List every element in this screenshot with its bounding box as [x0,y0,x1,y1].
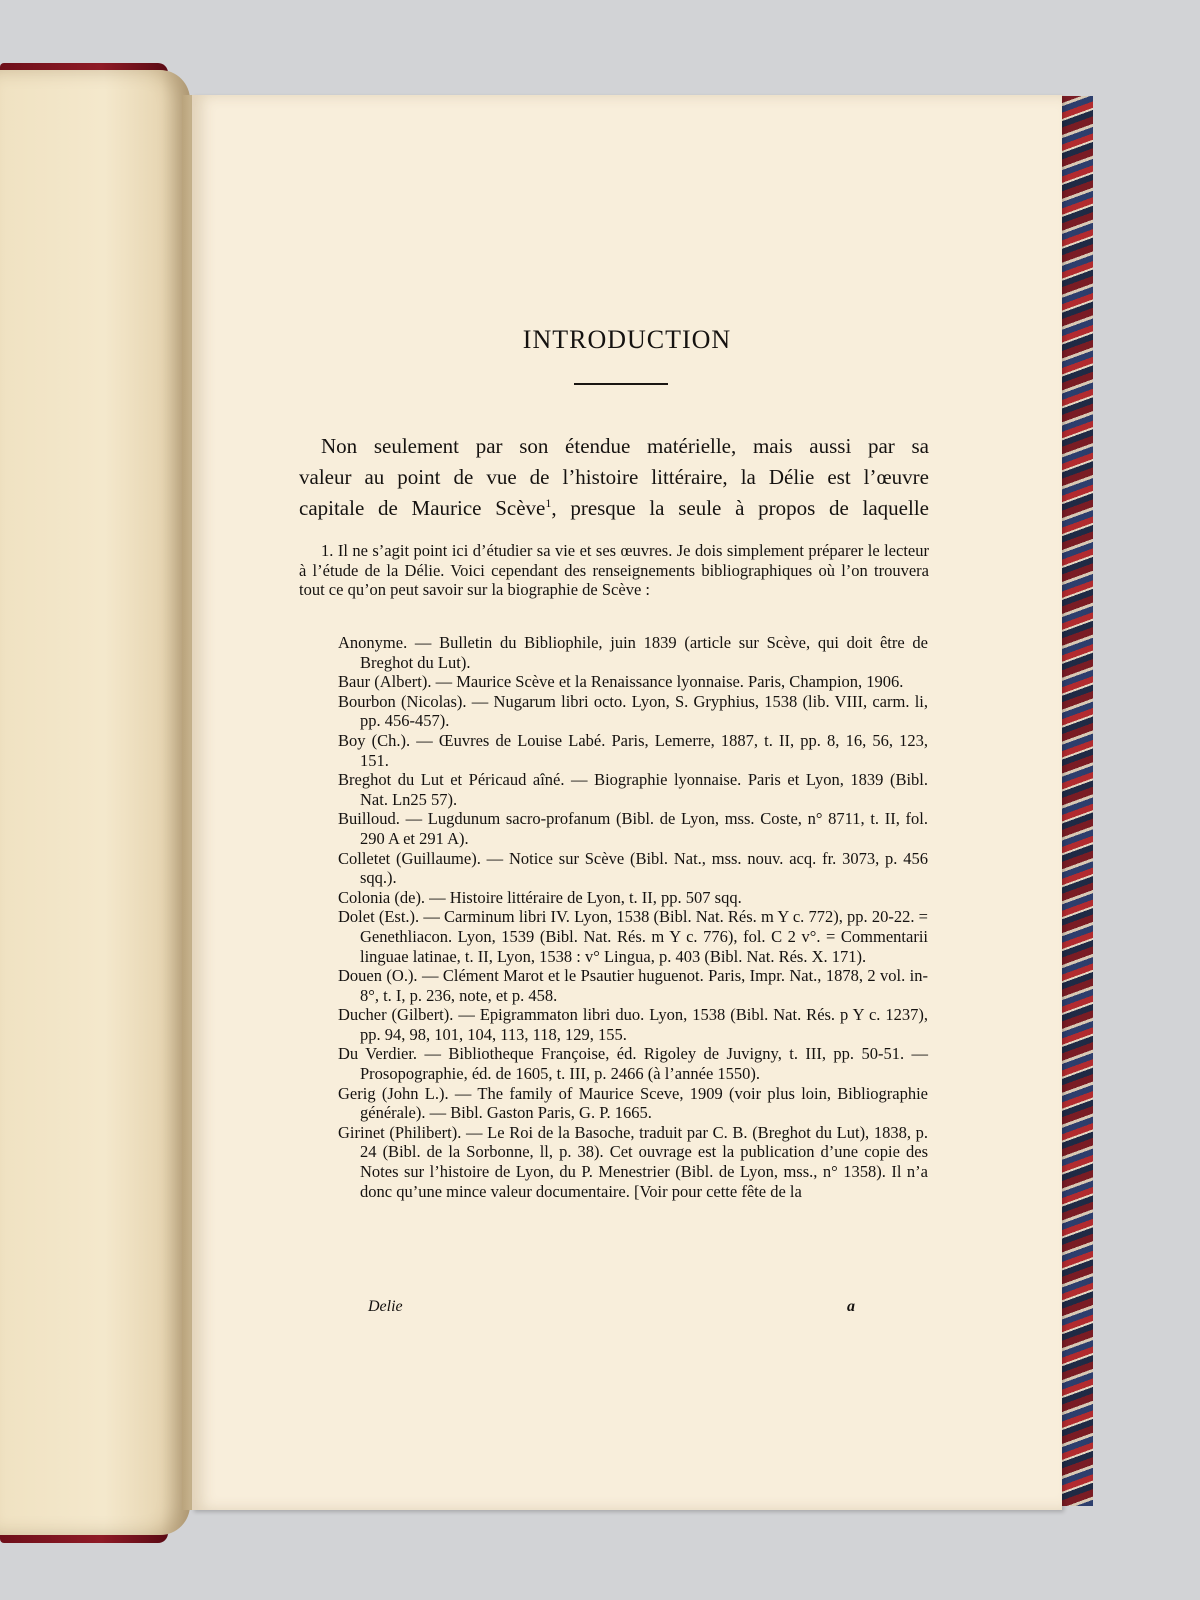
intro-paragraph [299,431,929,524]
footer-signature: Delie [368,1298,403,1315]
right-page [192,95,1062,1510]
footnote-marker: 1 [545,496,552,510]
intro-line: Non seulement par son étendue matérielle, mais aussi par sa [321,434,929,458]
left-page [0,70,190,1535]
bibliography-entry: Girinet (Philibert). — Le Roi de la Basoche, traduit par C. B. (Breghot du Lut), 1838, p. 24 (Bibl. de la Sorbonne, ll, p. 38). Cet ouvrage est la publication d’une copie des Notes sur l’histoire de Lyon, du P. Menestrier (Bibl. de Lyon, mss., n° 1358). Il n’a donc qu’une mince valeur documentaire. [Voir pour cette fête de la [338,1122,928,1201]
bibliography-entry: Colletet (Guillaume). — Notice sur Scève (Bibl. Nat., mss. nouv. acq. fr. 3073, p. 456 sqq.). [338,848,928,888]
bibliography-entry: Du Verdier. — Bibliotheque Françoise, éd. Rigoley de Juvigny, t. III, pp. 50-51. — Prosopographie, éd. de 1605, t. III, p. 2466 (à l’année 1550). [338,1044,928,1084]
bibliography-entry: Anonyme. — Bulletin du Bibliophile, juin 1839 (article sur Scève, qui doit être de Breghot du Lut). [338,633,928,672]
bibliography-list [338,633,928,1201]
bibliography-entry: Colonia (de). — Histoire littéraire de Lyon, t. II, pp. 507 sqq. [338,887,742,907]
intro-line-part: capitale de Maurice Scève [299,496,546,520]
bibliography-entry: Builloud. — Lugdunum sacro-profanum (Bibl. de Lyon, mss. Coste, n° 8711, t. II, fol. 290 A et 291 A). [338,809,928,848]
intro-line [299,493,929,524]
bibliography-entry: Baur (Albert). — Maurice Scève et la Renaissance lyonnaise. Paris, Champion, 1906. [338,672,904,692]
bibliography-entry: Breghot du Lut et Péricaud aîné. — Biographie lyonnaise. Paris et Lyon, 1839 (Bibl. Nat. Ln25 57). [338,770,928,809]
footnote-text: 1. Il ne s’agit point ici d’étudier sa vie et ses œuvres. Je dois simplement préparer le lecteur à l’étude de la Délie. Voici cependant des renseignements bibliographiques où l’on trouvera tout ce qu’on peut savoir sur la biographie de Scève : [299,541,929,599]
bibliography-entry: Dolet (Est.). — Carminum libri IV. Lyon, 1538 (Bibl. Nat. Rés. m Y c. 772), pp. 20-22. = Genethliacon. Lyon, 1539 (Bibl. Nat. Rés. m Y c. 776), fol. C 2 v°. = Commentarii linguae latinae, t. II, Lyon, 1538 : v° Lingua, p. 403 (Bibl. Nat. Rés. X. 171). [338,907,928,966]
bibliography-entry: Bourbon (Nicolas). — Nugarum libri octo. Lyon, S. Gryphius, 1538 (lib. VIII, carm. li, pp. 456-457). [338,691,928,731]
footer-sheet-letter: a [847,1298,855,1315]
intro-line-part: , presque la seule à propos de laquelle [551,496,929,520]
bibliography-entry: Boy (Ch.). — Œuvres de Louise Labé. Paris, Lemerre, 1887, t. II, pp. 8, 16, 56, 123, 151. [338,730,928,770]
page-title: INTRODUCTION [522,325,732,354]
title-rule [574,383,668,385]
bibliography-entry: Ducher (Gilbert). — Epigrammaton libri duo. Lyon, 1538 (Bibl. Nat. Rés. p Y c. 1237), pp. 94, 98, 101, 104, 113, 118, 129, 155. [338,1005,928,1044]
bibliography-entry: Douen (O.). — Clément Marot et le Psautier huguenot. Paris, Impr. Nat., 1878, 2 vol. in-8°, t. I, p. 236, note, et p. 458. [338,966,928,1005]
footnote [299,541,929,600]
bibliography-entry: Gerig (John L.). — The family of Maurice Sceve, 1909 (voir plus loin, Bibliographie générale). — Bibl. Gaston Paris, G. P. 1665. [338,1083,928,1123]
intro-line: valeur au point de vue de l’histoire littéraire, la Délie est l’œuvre [299,465,929,489]
marbled-edge [1060,96,1093,1506]
